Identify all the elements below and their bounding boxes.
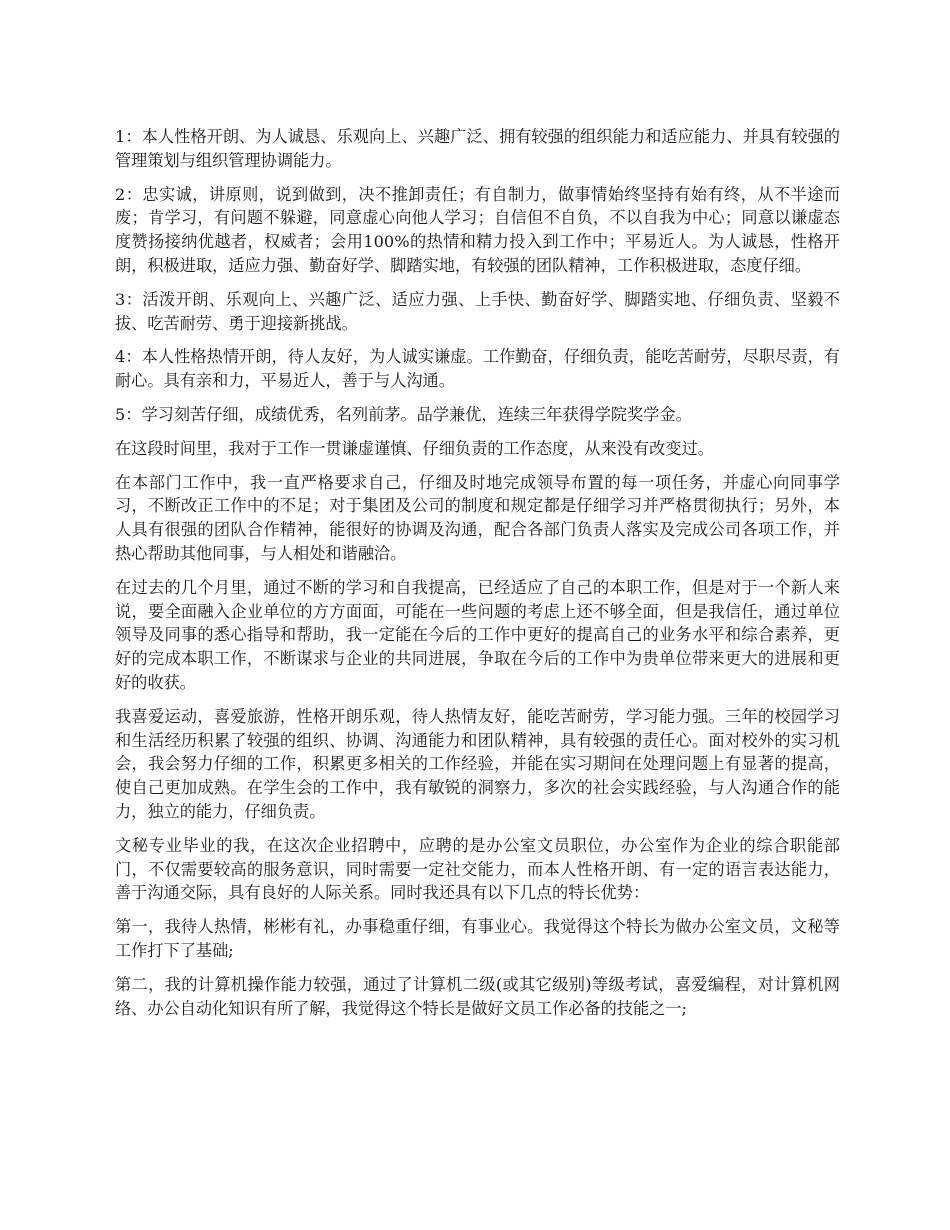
paragraph-8: 在过去的几个月里，通过不断的学习和自我提高，已经适应了自己的本职工作，但是对于一个新人来说，要全面融入企业单位的方方面面，可能在一些问题的考虑上还不够全面，但是我信任，通过单位领导及同事的悉心指导和帮助，我一定能在今后的工作中更好的提高自己的业务水平和综合素养，更好的完成本职工作，不断谋求与企业的共同进展，争取在今后的工作中为贵单位带来更大的进展和更好的收获。 <box>115 577 840 692</box>
paragraph-3: 3：活泼开朗、乐观向上、兴趣广泛、适应力强、上手快、勤奋好学、脚踏实地、仔细负责、坚毅不拔、吃苦耐劳、勇于迎接新挑战。 <box>115 289 840 333</box>
paragraph-4: 4：本人性格热情开朗，待人友好，为人诚实谦虚。工作勤奋，仔细负责，能吃苦耐劳，尽职尽责，有耐心。具有亲和力，平易近人，善于与人沟通。 <box>115 347 840 391</box>
paragraph-2: 2：忠实诚，讲原则，说到做到，决不推卸责任；有自制力，做事情始终坚持有始有终，从不半途而废；肯学习，有问题不躲避，同意虚心向他人学习；自信但不自负，不以自我为中心；同意以谦虚态度赞扬接纳优越者，权威者；会用100%的热情和精力投入到工作中；平易近人。为人诚恳，性格开朗，积极进取，适应力强、勤奋好学、脚踏实地，有较强的团队精神，工作积极进取，态度仔细。 <box>115 184 840 275</box>
paragraph-11: 第一，我待人热情，彬彬有礼，办事稳重仔细，有事业心。我觉得这个特长为做办公室文员，文秘等工作打下了基础; <box>115 917 840 960</box>
paragraph-10: 文秘专业毕业的我，在这次企业招聘中，应聘的是办公室文员职位，办公室作为企业的综合职能部门，不仅需要较高的服务意识，同时需要一定社交能力，而本人性格开朗、有一定的语言表达能力，善于沟通交际，具有良好的人际关系。同时我还具有以下几点的特长优势： <box>115 835 840 903</box>
paragraph-1: 1：本人性格开朗、为人诚恳、乐观向上、兴趣广泛、拥有较强的组织能力和适应能力、并具有较强的管理策划与组织管理协调能力。 <box>115 127 840 170</box>
paragraph-7: 在本部门工作中，我一直严格要求自己，仔细及时地完成领导布置的每一项任务，并虚心向同事学习，不断改正工作中的不足；对于集团及公司的制度和规定都是仔细学习并严格贯彻执行；另外，本人具有很强的团队合作精神，能很好的协调及沟通，配合各部门负责人落实及完成公司各项工作，并热心帮助其他同事，与人相处和谐融洽。 <box>115 472 840 563</box>
paragraph-6: 在这段时间里，我对于工作一贯谦虚谨慎、仔细负责的工作态度，从来没有改变过。 <box>115 438 714 458</box>
paragraph-9: 我喜爱运动，喜爱旅游，性格开朗乐观，待人热情友好，能吃苦耐劳，学习能力强。三年的校园学习和生活经历积累了较强的组织、协调、沟通能力和团队精神，具有较强的责任心。面对校外的实习机会，我会努力仔细的工作，积累更多相关的工作经验，并能在实习期间在处理问题上有显著的提高，使自己更加成熟。在学生会的工作中，我有敏锐的洞察力，多次的社会实践经验，与人沟通合作的能力，独立的能力，仔细负责。 <box>115 706 840 821</box>
document-body <box>115 125 840 1030</box>
paragraph-12: 第二，我的计算机操作能力较强，通过了计算机二级(或其它级别)等级考试，喜爱编程，对计算机网络、办公自动化知识有所了解，我觉得这个特长是做好文员工作必备的技能之一; <box>115 974 840 1018</box>
paragraph-5: 5：学习刻苦仔细，成绩优秀，名列前茅。品学兼优，连续三年获得学院奖学金。 <box>115 404 692 424</box>
